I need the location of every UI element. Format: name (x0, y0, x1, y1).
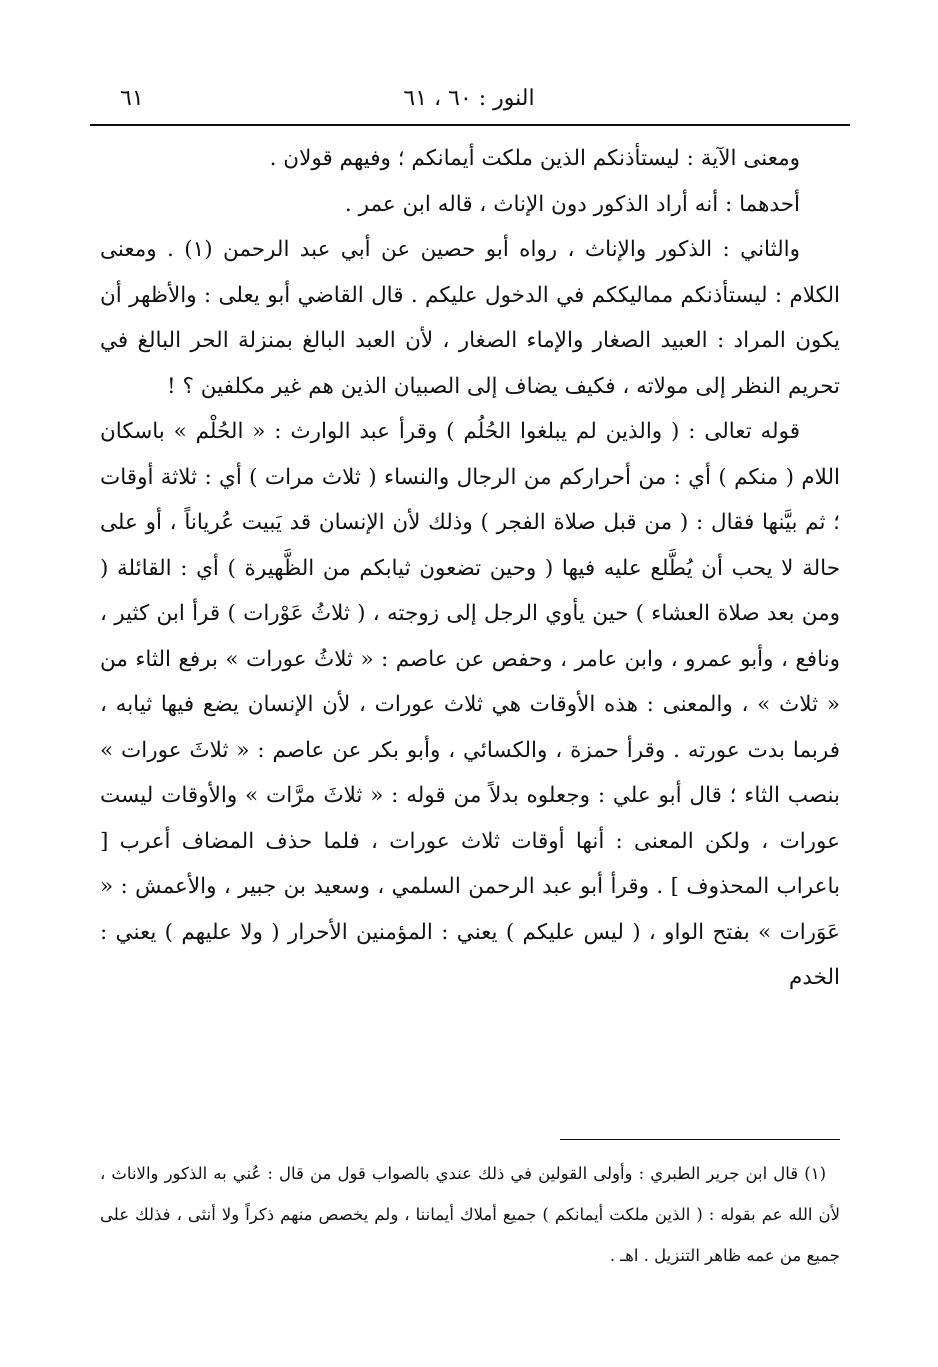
footnote-divider (560, 1139, 840, 1140)
paragraph: أحدهما : أنه أراد الذكور دون الإناث ، قاله ابن عمر . (344, 191, 800, 217)
footnotes (100, 1153, 840, 1276)
page-number: ٦١ (120, 86, 144, 111)
paragraph: ومعنى الآية : ليستأذنكم الذين ملكت أيمانكم ؛ وفيهم قولان . (269, 146, 800, 171)
main-text (100, 136, 840, 1001)
paragraph: والثاني : الذكور والإناث ، رواه أبو حصين عن أبي عبد الرحمن (١) . ومعنى الكلام : ليستأذنكم مماليككم في الدخول عليكم . قال القاضي أبو يعلى : والأظهر أن يكون المراد : العبيد الصغار والإماء الصغار ، لأن العبد البالغ بمنزلة الحر البالغ في تحريم النظر إلى مولاته ، فكيف يضاف إلى الصبيان الذين هم غير مكلفين ؟ ! (100, 237, 840, 399)
header-divider (90, 124, 850, 126)
running-header (100, 86, 838, 116)
paragraph: قوله تعالى : ( والذين لم يبلغوا الحُلُم ) وقرأ عبد الوارث : « الحُلْم » باسكان اللام ( منكم ) أي : من أحراركم من الرجال والنساء ( ثلاث مرات ) أي : ثلاثة أوقات ؛ ثم بيَّنها فقال : ( من قبل صلاة الفجر ) وذلك لأن الإنسان قد يَبيت عُرياناً ، أو على حالة لا يحب أن يُطَّلع عليه فيها ( وحين تضعون ثيابكم من الظَّهيرة ) أي : القائلة ( ومن بعد صلاة العشاء ) حين يأوي الرجل إلى زوجته ، ( ثلاثُ عَوْرات ) قرأ ابن كثير ، ونافع ، وأبو عمرو ، وابن عامر ، وحفص عن عاصم : « ثلاثُ عورات » برفع الثاء من « ثلاث » ، والمعنى : هذه الأوقات هي ثلاث عورات ، لأن الإنسان يضع فيها ثيابه ، فربما بدت عورته . وقرأ حمزة ، والكسائي ، وأبو بكر عن عاصم : « ثلاثَ عورات » بنصب الثاء ؛ قال أبو علي : وجعلوه بدلاً من قوله : « ثلاثَ مرَّات » والأوقات ليست عورات ، ولكن المعنى : أنها أوقات ثلاث عورات ، فلما حذف المضاف أعرب [ باعراب المحذوف ] . وقرأ أبو عبد الرحمن السلمي ، وسعيد بن جبير ، والأعمش : « عَوَرات » بفتح الواو ، ( ليس عليكم ) يعني : المؤمنين الأحرار ( ولا عليهم ) يعني : الخدم (100, 419, 840, 990)
footnote: (١) قال ابن جرير الطبري : وأولى القولين في ذلك عندي بالصواب قول من قال : عُني به الذكور والاناث ، لأن الله عم بقوله : ( الذين ملكت أيمانكم ) جميع أملاك أيماننا ، ولم يخصص منهم ذكراً ولا أنثى ، فذلك على جميع من عمه ظاهر التنزيل . اهـ . (100, 1164, 840, 1265)
running-title: النور : ٦٠ ، ٦١ (403, 86, 535, 111)
